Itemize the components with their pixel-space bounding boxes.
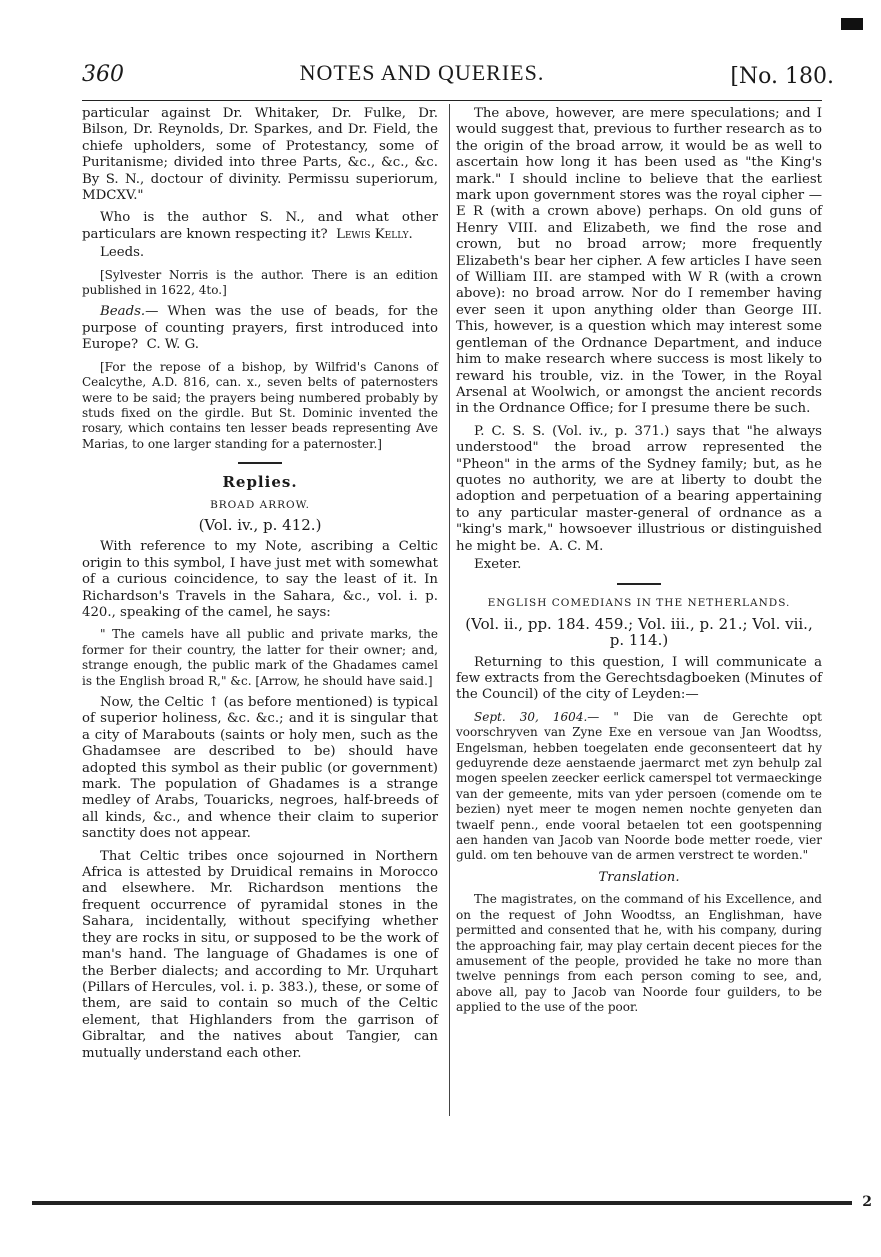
section-heading: Replies. — [222, 473, 298, 492]
left-column — [82, 106, 438, 1068]
editor-note: [Sylvester Norris is the author. There is an edition published in 1622, 4to.] — [82, 267, 438, 298]
query-paragraph: Beads.— When was the use of beads, for the purpose of counting prayers, first introduced into Europe? C. W. G. — [82, 304, 438, 353]
place: Exeter. — [474, 556, 522, 572]
footer-mark: 2 — [862, 1194, 872, 1210]
signature: C. W. G. — [146, 337, 199, 353]
translation-heading: Translation. — [598, 869, 680, 885]
separator — [617, 583, 661, 585]
place: Leeds. — [100, 245, 145, 261]
issue-number: [No. 180. — [730, 64, 834, 89]
separator — [238, 462, 282, 464]
date: Sept. 30, 1604. — [474, 709, 588, 724]
paragraph: particular against Dr. Whitaker, Dr. Fulke, Dr. Bilson, Dr. Reynolds, Dr. Sparkes, and Dr. Field, the chiefe upholders, some of Protestancy, some of Puritanisme; divided into three Parts, &c., &c., &c. By S. N., doctour of divinity. Permissu superiorum, MDCXV." — [82, 106, 438, 204]
footer-bar — [32, 1201, 852, 1205]
signature: Lewis Kelly. — [336, 226, 413, 242]
paragraph: The above, however, are mere speculations; and I would suggest that, previous to further research as to the origin of the broad arrow, it would be as well to ascertain how long it has been used as "the King's mark." I should incline to believe that the earliest mark upon government stores was the royal cipher — E R (with a crown above) perhaps. On old guns of Henry VIII. and Elizabeth, we find the rose and crown, but no broad arrow; more frequently Elizabeth's bear her cipher. A few articles I have seen of William III. are stamped with W R (with a crown above): no broad arrow. Nor do I remember having ever seen it upon anything older than George III. This, however, is a question which may interest some gentleman of the Ordnance Department, and induce him to make research where success is most likely to reward his trouble, viz. in the Tower, in the Royal Arsenal at Woolwich, or amongst the ancient records in the Ordnance Office; for I presume there be such. — [456, 106, 822, 417]
quotation: " The camels have all public and private marks, the former for their country, the latter for their owner; and, strange enough, the public mark of the Ghadames camel is the English broad R," &c. [Arrow, he should have said.] — [82, 627, 438, 688]
quotation: Sept. 30, 1604.— " Die van de Gerechte opt voorschryven van Zyne Exe en versoue van Jan Woodtss, Engelsman, hebben toegelaten ende geconsenteert dat hy geduyrende deze aenstaende jaermarct met zyn behulp zal mogen speelen zeecker eerlick camerspel tot vermaeckinge van der gemeente, mits van yder persoen (comende om te bezien) nyet meer te mogen nemen nochte genyeten dan twaelf penn., ende vooral betaelen tot een gootspenning aen handen van Jacob van Noorde bode metter roede, vier guld. om ten behouve van de armen verstrect te worden." — [456, 709, 822, 863]
right-column — [456, 106, 822, 1022]
running-title: NOTES AND QUERIES. — [299, 60, 545, 85]
article-reference: (Vol. iv., p. 412.) — [198, 515, 322, 534]
corner-mark — [841, 18, 863, 30]
column-divider — [449, 104, 450, 1116]
paragraph: That Celtic tribes once sojourned in Northern Africa is attested by Druidical remains in Morocco and elsewhere. Mr. Richardson mentions the frequent occurrence of pyramidal stones in the Sahara, incidentally, without specifying whether they are rocks in situ, or supposed to be the work of man's hand. The language of Ghadames is one of the Berber dialects; and according to Mr. Urquhart (Pillars of Hercules, vol. i. p. 383.), these, or some of them, are said to contain so much of the Celtic element, that Highlanders from the garrison of Gibraltar, and the natives about Tangier, can mutually understand each other. — [82, 848, 438, 1061]
paragraph: With reference to my Note, ascribing a Celtic origin to this symbol, I have just met with somewhat of a curious coincidence, to say the least of it. In Richardson's Travels in the Sahara, &c., vol. i. p. 420., speaking of the camel, he says: — [82, 539, 438, 620]
header-rule — [82, 100, 822, 101]
page-number: 360 — [82, 62, 124, 87]
signature: A. C. M. — [549, 538, 604, 554]
page-header — [82, 62, 842, 102]
article-title: ENGLISH COMEDIANS IN THE NETHERLANDS. — [487, 597, 791, 610]
translation-text: The magistrates, on the command of his Excellence, and on the request of John Woodtss, an Englishman, have permitted and consented that he, with his company, during the approaching fair, may play certain decent pieces for the amusement of the people, provided he take no more than twelve pennings from each person coming to see, and, above all, pay to Jacob van Noorde four guilders, to be applied to the use of the poor. — [456, 892, 822, 1015]
article-reference: (Vol. ii., pp. 184. 459.; Vol. iii., p. 21.; Vol. vii., p. 114.) — [465, 614, 813, 650]
article-title: BROAD ARROW. — [210, 498, 310, 511]
paragraph: Now, the Celtic ↑ (as before mentioned) is typical of superior holiness, &c. &c.; and it is singular that a city of Marabouts (saints or holy men, such as the Ghadamsee are described to be) should have adopted this symbol as their public (or government) mark. The population of Ghadames is a strange medley of Arabs, Touaricks, negroes, half-breeds of all kinds, &c., and whence their claim to superior sanctity does not appear. — [82, 695, 438, 842]
paragraph: P. C. S. S. (Vol. iv., p. 371.) says that "he always understood" the broad arrow represented the "Pheon" in the arms of the Sydney family; but, as he quotes no authority, we are at liberty to doubt the adoption and perpetuation of a bearing appertaining to any particular master-general of ordnance as a "king's mark," howsoever illustrious or distinguished he might be. A. C. M. — [456, 423, 822, 554]
editor-note: [For the repose of a bishop, by Wilfrid's Canons of Cealcythe, A.D. 816, can. x., seven belts of paternosters were to be said; the prayers being numbered probably by studs fixed on the girdle. But St. Dominic invented the rosary, which contains ten lesser beads representing Ave Marias, to one larger standing for a paternoster.] — [82, 359, 438, 451]
query-paragraph: Who is the author S. N., and what other particulars are known respecting it? Lewis Kelly. — [82, 210, 438, 242]
paragraph: Returning to this question, I will communicate a few extracts from the Gerechtsdagboeken (Minutes of the Council) of the city of Leyden:— — [456, 654, 822, 703]
footer-rule — [32, 1192, 872, 1214]
query-label: Beads. — [100, 304, 146, 320]
